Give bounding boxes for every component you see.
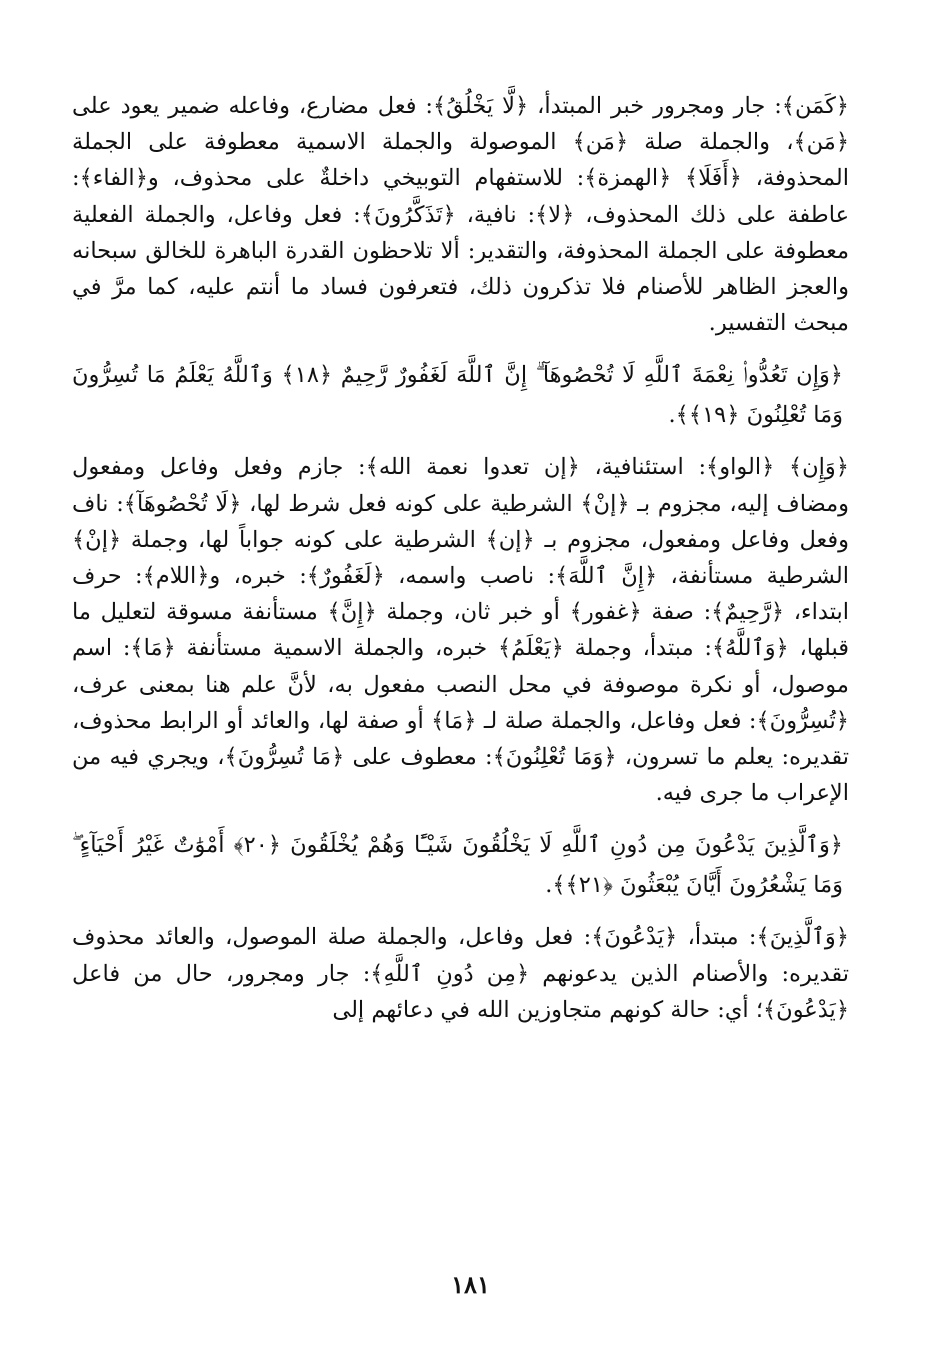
quran-verse-18-19: ﴿وَإِن تَعُدُّوا۟ نِعْمَةَ ٱللَّهِ لَا تُحْصُوهَآ ۗ إِنَّ ٱللَّهَ لَغَفُورٌ رَّحِيمٌ ﴿١٨﴾ وَٱللَّهُ يَعْلَمُ مَا تُسِرُّونَ وَمَا تُعْلِنُونَ ﴿١٩﴾﴾. <box>72 362 843 429</box>
paragraph-grammar-alladhina: ﴿وَٱلَّذِينَ﴾: مبتدأ، ﴿يَدْعُونَ﴾: فعل وفاعل، والجملة صلة الموصول، والعائد محذوف تقديره: والأصنام الذين يدعونهم ﴿مِن دُونِ ٱللَّهِ﴾: جار ومجرور، حال من فاعل ﴿يَدْعُونَ﴾؛ أي: حالة كونهم متجاوزين الله في دعائهم إلى <box>72 924 849 1023</box>
paragraph-grammar-wa-in: ﴿وَإِن﴾ ﴿الواو﴾: استئنافية، ﴿إن تعدوا نعمة الله﴾: جازم وفعل وفاعل ومفعول ومضاف إليه، مجزوم بـ ﴿إنْ﴾ الشرطية على كونه فعل شرط لها، ﴿لَا تُحْصُوهَآ﴾: ناف وفعل وفاعل ومفعول، مجزوم بـ ﴿إن﴾ الشرطية على كونه جواباً لها، وجملة ﴿إنْ﴾ الشرطية مستأنفة، ﴿إِنَّ ٱللَّهَ﴾: ناصب واسمه، ﴿لَغَفُورٌ﴾: خبره، و﴿اللام﴾: حرف ابتداء، ﴿رَّحِيمٌ﴾: صفة ﴿غفور﴾ أو خبر ثان، وجملة ﴿إِنَّ﴾ مستأنفة مسوقة لتعليل ما قبلها، ﴿وَٱللَّهُ﴾: مبتدأ، وجملة ﴿يَعْلَمُ﴾ خبره، والجملة الاسمية مستأنفة ﴿مَا﴾: اسم موصول، أو نكرة موصوفة في محل النصب مفعول به، لأنَّ علم هنا بمعنى عرف، ﴿تُسِرُّونَ﴾: فعل وفاعل، والجملة صلة لـ ﴿مَا﴾ أو صفة لها، والعائد أو الرابط محذوف، تقديره: يعلم ما تسرون، ﴿وَمَا تُعْلِنُونَ﴾: معطوف على ﴿مَا تُسِرُّونَ﴾، ويجري فيه من الإعراب ما جرى فيه. <box>72 454 849 807</box>
quran-verse-20-21: ﴿وَٱلَّذِينَ يَدْعُونَ مِن دُونِ ٱللَّهِ لَا يَخْلُقُونَ شَيْـًٔا وَهُمْ يُخْلَقُونَ ﴿٢٠﴾ أَمْوَٰتٌ غَيْرُ أَحْيَآءٍ ۖ وَمَا يَشْعُرُونَ أَيَّانَ يُبْعَثُونَ ﴿٢١﴾﴾. <box>72 832 843 899</box>
paragraph-grammar-kaman: ﴿كَمَن﴾: جار ومجرور خبر المبتدأ، ﴿لَّا يَخْلُقُ﴾: فعل مضارع، وفاعله ضمير يعود على ﴿مَن﴾، والجملة صلة ﴿مَن﴾ الموصولة والجملة الاسمية معطوفة على الجملة المحذوفة، ﴿أَفَلَا﴾ ﴿الهمزة﴾: للاستفهام التوبيخي داخلةٌ على محذوف، و﴿الفاء﴾: عاطفة على ذلك المحذوف، ﴿لا﴾: نافية، ﴿تَذَكَّرُونَ﴾: فعل وفاعل، والجملة الفعلية معطوفة على الجملة المحذوفة، والتقدير: ألا تلاحظون القدرة الباهرة للخالق سبحانه والعجز الظاهر للأصنام فلا تذكرون ذلك، فتعرفون فساد ما أنتم عليه، كما مرَّ في مبحث التفسير. <box>72 93 849 337</box>
page-number: ١٨١ <box>451 1270 490 1299</box>
